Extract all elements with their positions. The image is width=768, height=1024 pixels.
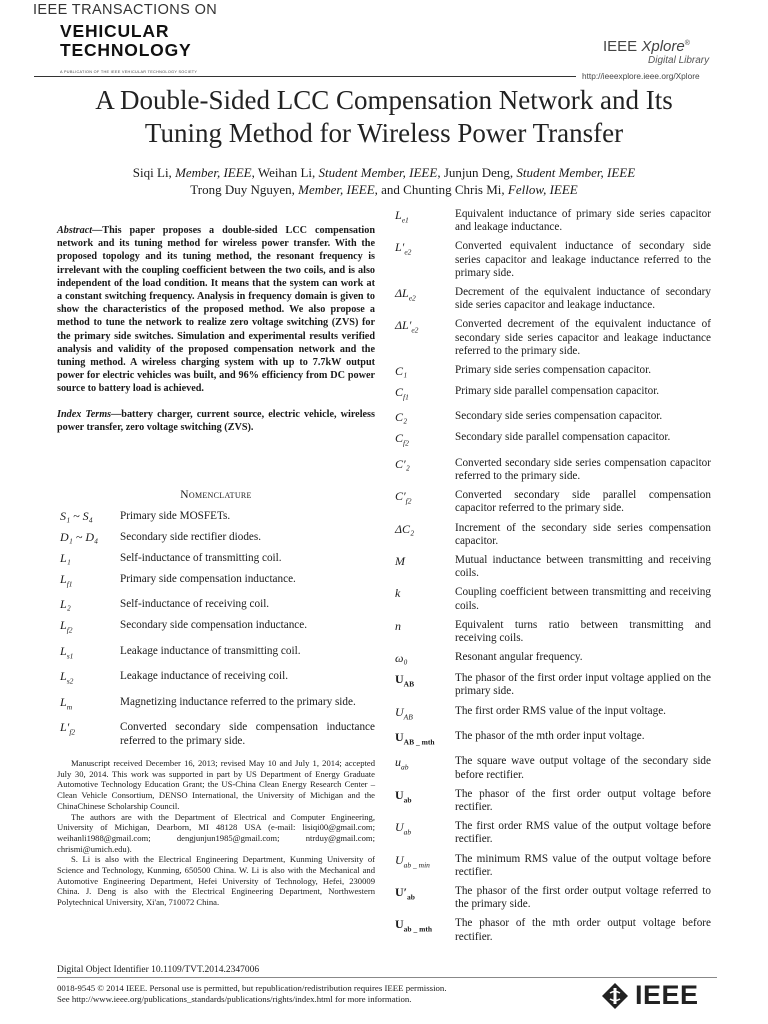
ieee-xplore-logo	[603, 38, 690, 55]
nomenclature-row	[395, 457, 711, 483]
nomenclature-description: The phasor of the first order input voltage applied on the primary side.	[455, 672, 711, 698]
nomenclature-symbol: $U_{AB}$	[395, 704, 413, 722]
nomenclature-symbol: S₁ ~ S₄	[60, 509, 93, 523]
author-role: Member, IEEE	[175, 165, 252, 180]
copyright-line-1: 0018-9545 © 2014 IEEE. Personal use is permitted, but republication/redistribution requires IEEE permission.	[57, 983, 447, 993]
nomenclature-row	[395, 431, 711, 450]
xplore-ieee: IEEE	[603, 38, 638, 55]
nomenclature-symbol: $U_{ab}$	[395, 787, 412, 805]
nomenclature-row	[395, 522, 711, 548]
nomenclature-row	[60, 644, 375, 663]
nomenclature-row	[395, 705, 711, 724]
nomenclature-row	[60, 509, 375, 524]
nomenclature-description: Leakage inductance of receiving coil.	[120, 670, 289, 683]
copyright-line-2: See http://www.ieee.org/publications_standards/publications/rights/index.html for more information.	[57, 994, 412, 1004]
title-line-2: Tuning Method for Wireless Power Transfer	[144, 118, 624, 148]
nomenclature-symbol: D₁ ~ D₄	[60, 530, 99, 544]
authors-line-2	[30, 181, 738, 198]
nomenclature-row	[395, 385, 711, 404]
nomenclature-row	[60, 551, 375, 566]
nomenclature-description: Converted secondary side series compensation capacitor referred to the primary side.	[455, 456, 711, 483]
nomenclature-symbol: $U_{AB \_ mth}$	[395, 730, 435, 747]
nomenclature-row	[395, 208, 711, 234]
nomenclature-symbol: $L'_{e2}$	[395, 240, 412, 257]
title-line-1: A Double-Sided LCC Compensation Network and Its	[95, 85, 673, 115]
nomenclature-description: Secondary side compensation inductance.	[120, 619, 308, 632]
footnote	[57, 758, 375, 908]
nomenclature-heading: Nomenclature	[180, 489, 252, 501]
xplore-reg: ®	[684, 40, 690, 47]
nomenclature-symbol: $u_{ab}$	[395, 755, 409, 772]
nomenclature-row	[395, 489, 711, 515]
nomenclature-symbol: $L_{s2}$	[60, 669, 74, 686]
abstract-text: —This paper proposes a double-sided LCC compensation network and its tuning method for wireless power transfer. With the proposed topology and its tuning method, the resonant frequency is irrelevant with the coupling coefficient between the two coils, and is also independent of the load condition. It means that the system can work at a constant switching frequency. Analysis in frequency domain is given to show the characteristics of the proposed method. We also propose a method to tune the network to realize zero voltage switching (ZVS) for the primary side switches. Simulation and experimental results verified analysis and validity of the proposed compensation network and the tuning method. A wireless charging system with up to 7.7kW output power for electric vehicles was built, and 96% efficiency from DC power source to battery load is achieved.	[57, 225, 375, 395]
nomenclature-description: Secondary side parallel compensation capacitor.	[455, 431, 671, 444]
society-line: A PUBLICATION OF THE IEEE VEHICULAR TECHNOLOGY SOCIETY	[60, 70, 198, 74]
author-name: , Weihan Li,	[251, 165, 319, 180]
nomenclature-symbol: ΔC₂	[395, 521, 415, 536]
author-role: Fellow, IEEE	[507, 182, 578, 197]
nomenclature-symbol: $L_{f2}$	[60, 618, 73, 635]
abstract	[57, 224, 375, 396]
abstract-label: Abstract	[57, 225, 93, 236]
nomenclature-description: Converted decrement of the equivalent inductance of secondary side series capacitor and leakage inductance referred to the primary side.	[455, 318, 711, 357]
nomenclature-row	[60, 618, 375, 637]
nomenclature-row	[395, 730, 711, 749]
nomenclature-description: Converted secondary side parallel compensation capacitor referred to the primary side.	[455, 489, 711, 515]
nomenclature-row	[395, 820, 711, 846]
nomenclature-symbol: $L'_{f2}$	[60, 719, 76, 737]
nomenclature-description: Equivalent turns ratio between transmitting and receiving coils.	[455, 618, 711, 645]
nomenclature-symbol: M	[395, 554, 405, 569]
masthead-rule	[34, 76, 576, 77]
ieee-logo	[601, 980, 699, 1011]
nomenclature-symbol: ω₀	[395, 651, 408, 666]
author-list	[30, 164, 738, 198]
index-terms-text: —battery charger, current source, electric vehicle, wireless power transfer, zero voltage switching (ZVS).	[57, 408, 375, 433]
nomenclature-row	[395, 286, 711, 312]
nomenclature-row	[395, 240, 711, 280]
nomenclature-symbol: k	[395, 586, 401, 601]
nomenclature-symbol: $C_{f1}$	[395, 385, 409, 402]
footnote-additional: S. Li is also with the Electrical Engineering Department, Kunming University of Science and Technology, Kunming, 650500 China. W. Li is also with the Mechanical and Automotive Engineering Department, Hefei University of Technology, Hefei, 230009 China. J. Deng is also with the Electrical Engineering Department, Northwestern Polytechnical University, Xi'an, 710072 China.	[57, 854, 375, 908]
nomenclature-row	[395, 619, 711, 645]
author-role: Student Member, IEEE	[516, 165, 636, 180]
nomenclature-symbol: $\Delta L_{e2}$	[395, 286, 416, 303]
nomenclature-symbol: C′₂	[395, 456, 410, 471]
nomenclature-row	[395, 651, 711, 666]
nomenclature-symbol: n	[395, 618, 401, 633]
author-role: Student Member, IEEE	[318, 165, 438, 180]
nomenclature-description: Primary side series compensation capacitor.	[455, 364, 652, 377]
nomenclature-row	[60, 695, 375, 714]
nomenclature-symbol: $L_{s1}$	[60, 643, 74, 661]
nomenclature-symbol: $L_m$	[60, 694, 73, 711]
masthead	[0, 0, 768, 84]
nomenclature-description: Primary side compensation inductance.	[120, 573, 296, 585]
nomenclature-list-right	[395, 208, 711, 950]
nomenclature-description: Magnetizing inductance referred to the primary side.	[120, 695, 356, 708]
nomenclature-description: Coupling coefficient between transmitting and receiving coils.	[455, 586, 711, 612]
footnote-affiliation: The authors are with the Department of Electrical and Computer Engineering, University of Michigan, Dearborn, MI 48128 USA (e-mail: lisiqi00@gmail.com; weihanli1988@gmail.com; dengjunjun1985@gmail.com; ntrduy@gmail.com; chrismi@umich.edu).	[57, 811, 375, 854]
nomenclature-row	[60, 597, 375, 612]
author-name: , Junjun Deng,	[437, 165, 517, 180]
nomenclature-description: The phasor of the first order output voltage before rectifier.	[455, 787, 711, 814]
xplore-word: Xplore	[641, 38, 685, 55]
nomenclature-row	[60, 669, 375, 688]
ieee-logo-text: IEEE	[635, 980, 699, 1010]
copyright-notice	[57, 983, 577, 1005]
nomenclature-description: Self-inductance of transmitting coil.	[120, 552, 282, 564]
nomenclature-symbol: $C_{f2}$	[395, 431, 409, 448]
nomenclature-row	[395, 586, 711, 612]
ieee-diamond-icon	[601, 982, 629, 1010]
index-terms	[57, 408, 375, 434]
nomenclature-symbol: $C'_{f2}$	[395, 489, 412, 506]
nomenclature-row	[395, 885, 711, 911]
nomenclature-description: The phasor of the mth order input voltage.	[455, 730, 645, 743]
nomenclature-symbol: $L_{e1}$	[395, 208, 409, 225]
nomenclature-description: The minimum RMS value of the output voltage before rectifier.	[455, 852, 711, 878]
nomenclature-symbol: $U'_{ab}$	[395, 885, 415, 902]
footnote-manuscript: Manuscript received December 16, 2013; revised May 10 and July 1, 2014; accepted July 30, 2014. This work was supported in part by US Department of Energy Graduate Automotive Technology Education Grant; the US-China Clean Energy Research Center – Clean Vehicle Consortium, DENSO International, the University of Michigan and the ChinaChinese Scholarship Council.	[57, 758, 375, 811]
authors-line-1	[30, 164, 738, 181]
nomenclature-row	[395, 672, 711, 698]
journal-name-line2: TECHNOLOGY	[60, 40, 192, 60]
nomenclature-row	[395, 788, 711, 814]
nomenclature-symbol: C₁	[395, 364, 408, 379]
nomenclature-description: Decrement of the equivalent inductance of secondary side series capacitor and leakage inductance.	[455, 286, 711, 312]
nomenclature-row	[60, 720, 375, 749]
xplore-url[interactable]: http://ieeexplore.ieee.org/Xplore	[582, 71, 700, 81]
paper-title	[30, 84, 738, 150]
nomenclature-description: Self-inductance of receiving coil.	[120, 598, 270, 611]
nomenclature-description: Secondary side series compensation capacitor.	[455, 410, 663, 423]
bottom-rule	[57, 977, 717, 978]
nomenclature-symbol: $U_{AB}$	[395, 672, 415, 689]
nomenclature-description: Increment of the secondary side series compensation capacitor.	[455, 521, 711, 547]
nomenclature-row	[395, 917, 711, 943]
nomenclature-row	[395, 554, 711, 580]
nomenclature-description: Converted secondary side compensation inductance referred to the primary side.	[120, 720, 375, 748]
nomenclature-description: Converted equivalent inductance of secondary side series capacitor and leakage inductance referred to the primary side.	[455, 240, 711, 279]
left-column	[57, 224, 375, 434]
nomenclature-row	[395, 318, 711, 358]
nomenclature-row	[395, 410, 711, 425]
nomenclature-row	[395, 364, 711, 379]
doi: Digital Object Identifier 10.1109/TVT.2014.2347006	[57, 965, 260, 975]
author-name: Trong Duy Nguyen,	[190, 182, 299, 197]
nomenclature-description: Resonant angular frequency.	[455, 651, 583, 664]
nomenclature-symbol: L₁	[60, 551, 71, 565]
journal-series: IEEE TRANSACTIONS ON	[33, 2, 218, 18]
nomenclature-list-left	[60, 509, 375, 755]
nomenclature-symbol: L₂	[60, 597, 71, 612]
nomenclature-description: Leakage inductance of transmitting coil.	[120, 644, 301, 657]
nomenclature-symbol: $U_{ab \_ mth}$	[395, 917, 433, 934]
index-terms-label: Index Terms	[57, 408, 112, 420]
journal-name-line1: VEHICULAR	[60, 21, 170, 41]
nomenclature-description: Primary side parallel compensation capacitor.	[455, 385, 660, 398]
author-name: , and Chunting Chris Mi,	[374, 182, 508, 197]
nomenclature-row	[395, 755, 711, 781]
nomenclature-description: Primary side MOSFETs.	[120, 510, 231, 522]
nomenclature-symbol: C₂	[395, 410, 408, 425]
nomenclature-description: The phasor of the first order output voltage referred to the primary side.	[455, 885, 711, 911]
nomenclature-description: The square wave output voltage of the secondary side before rectifier.	[455, 755, 711, 781]
nomenclature-symbol: $U_{ab}$	[395, 820, 412, 837]
digital-library-label: Digital Library	[648, 55, 710, 66]
nomenclature-description: Mutual inductance between transmitting and receiving coils.	[455, 554, 711, 580]
nomenclature-row	[60, 530, 375, 545]
nomenclature-row	[60, 572, 375, 591]
author-role: Member, IEEE	[298, 182, 375, 197]
nomenclature-description: Secondary side rectifier diodes.	[120, 531, 262, 543]
nomenclature-description: The phasor of the mth order output voltage before rectifier.	[455, 917, 711, 943]
nomenclature-symbol: $\Delta L'_{e2}$	[395, 318, 419, 335]
nomenclature-description: The first order RMS value of the output voltage before rectifier.	[455, 820, 711, 846]
nomenclature-row	[395, 853, 711, 879]
nomenclature-description: The first order RMS value of the input voltage.	[455, 704, 666, 717]
author-name: Siqi Li,	[132, 165, 176, 180]
nomenclature-description: Equivalent inductance of primary side series capacitor and leakage inductance.	[455, 208, 711, 234]
nomenclature-symbol: $L_{f1}$	[60, 572, 73, 589]
nomenclature-symbol: $U_{ab \_ min}$	[395, 852, 430, 870]
